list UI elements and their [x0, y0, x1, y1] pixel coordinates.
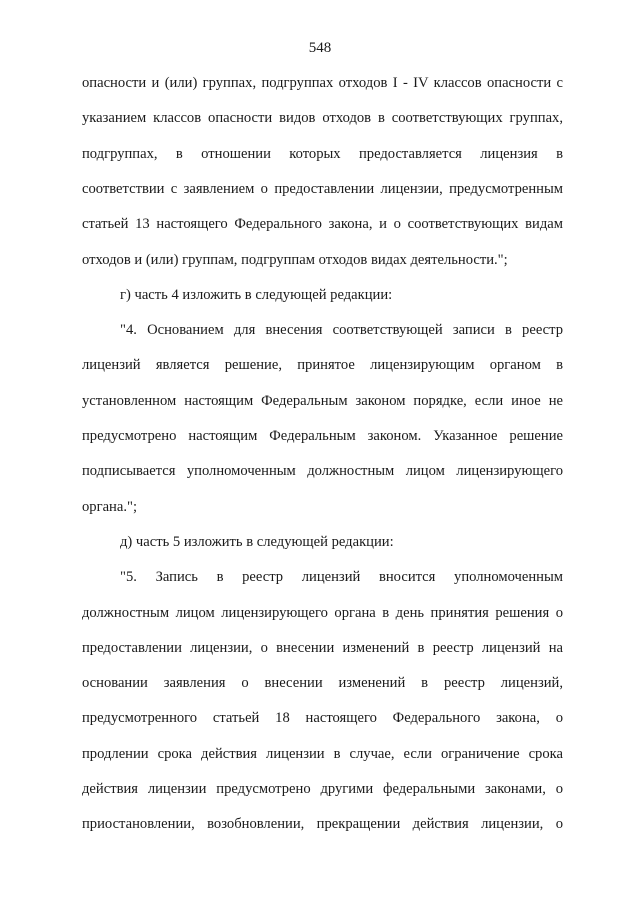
text-line: должностным лицом лицензирующего органа в день принятия решения о	[82, 604, 563, 621]
text-line: соответствии с заявлением о предоставлении лицензии, предусмотренным	[82, 180, 563, 197]
text-line: лицензий является решение, принятое лицензирующим органом в	[82, 357, 563, 374]
text-line: продлении срока действия лицензии в случае, если ограничение срока	[82, 745, 563, 762]
page-number: 548	[308, 40, 332, 56]
text-line: основании заявления о внесении изменений в реестр лицензий,	[82, 675, 563, 692]
text-line: отходов и (или) группам, подгруппам отходов видах деятельности.";	[82, 251, 508, 268]
text-line: органа.";	[82, 498, 138, 515]
text-line: подписывается уполномоченным должностным лицом лицензирующего	[82, 463, 563, 480]
text-line: установленном настоящим Федеральным законом порядке, если иное не	[82, 392, 563, 409]
text-line: действия лицензии предусмотрено другими федеральными законами, о	[82, 781, 563, 797]
text-line: подгруппах, в отношении которых предоставляется лицензия в	[82, 145, 563, 162]
text-line: опасности и (или) группах, подгруппах отходов I - IV классов опасности с	[82, 75, 563, 91]
text-line: предусмотрено настоящим Федеральным законом. Указанное решение	[82, 428, 563, 444]
text-line: предусмотренного статьей 18 настоящего Федерального закона, о	[82, 710, 563, 727]
text-line: д) часть 5 изложить в следующей редакции:	[120, 533, 394, 550]
text-line: г) часть 4 изложить в следующей редакции:	[120, 286, 393, 303]
text-line: "4. Основанием для внесения соответствующей записи в реестр	[120, 322, 563, 339]
text-line: "5. Запись в реестр лицензий вносится уполномоченным	[120, 569, 563, 586]
text-line: предоставлении лицензии, о внесении изменений в реестр лицензий на	[82, 639, 563, 656]
text-line: статьей 13 настоящего Федерального закона, и о соответствующих видам	[82, 216, 563, 233]
text-line: указанием классов опасности видов отходов в соответствующих группах,	[82, 110, 563, 127]
text-line: приостановлении, возобновлении, прекращении действия лицензии, о	[82, 816, 563, 833]
